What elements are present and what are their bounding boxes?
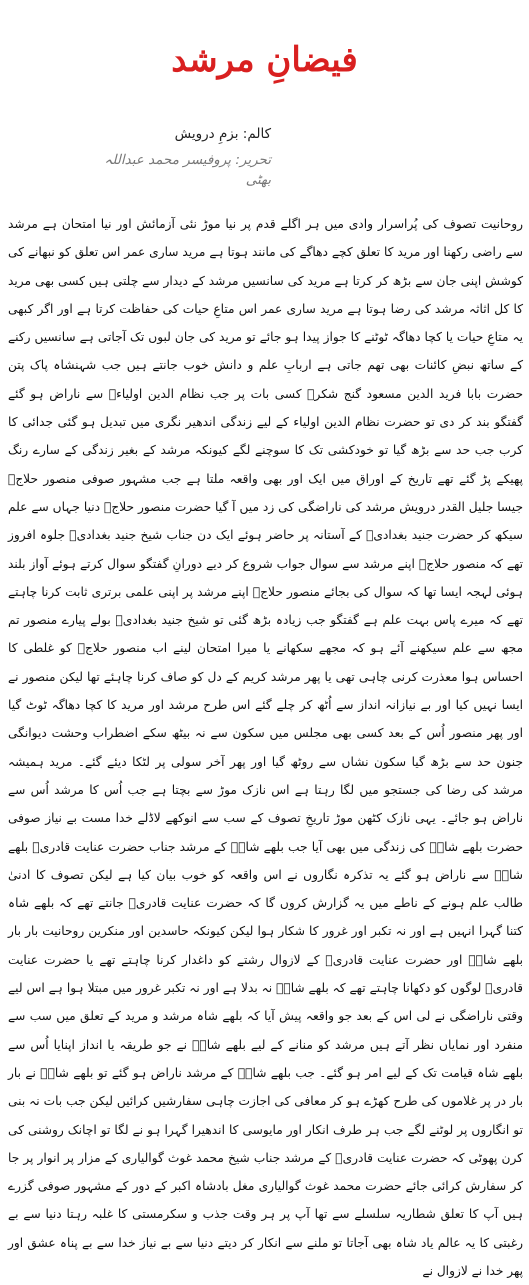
author-label: تحریر: پروفیسر محمد عبداللہ بھٹی <box>104 152 271 188</box>
column-label: کالم: بزمِ درویش <box>174 126 271 142</box>
article-body <box>8 210 523 1285</box>
article-title: فیضانِ مرشد <box>171 40 358 80</box>
body-paragraph: روحانیت تصوف کی پُراسرار وادی میں ہر اگلے قدم پر نیا موڑ نئی آزمائش اور نیا امتحان ہے مرشد سے راضی رکھنا اور مرید کا تعلق کچے دھاگے کی مانند ہوتا ہے مرید ساری عمر اس تعلق کو نبھانے کی کوشش اپنی جان سے بڑھ کر کرتا ہے مرید کی سانسیں مرشد کے دیدار سے چلتی ہیں کسی بھی مرید کا کل اثاثہ مرشد کی رضا ہوتا ہے مرید ساری عمر اس متاعِ حیات کی حفاظت کرتا ہے اور اگر کبھی یہ متاعِ حیات یا کچا دھاگہ ٹوٹنے کا جواز پیدا ہو جائے تو مرید کی جان لبوں تک آجاتی ہے سانسیں رکنے کے ساتھ نبضِ کائنات بھی تھم جاتی ہے اربابِ علم و دانش خوب جانتے ہیں جب شہنشاہ پاک پتن حضرت بابا فرید الدین مسعود گنج شکرؒ کسی بات پر جب نظام الدین اولیاءؒ سے ناراض ہو گئے گفتگو بند کر دی تو حضرت نظام الدین اولیاء کے لیے زندگی اندھیر نگری میں تبدیل ہو گئی جدائی کا کرب جب حد سے بڑھ گیا تو خودکشی تک کا سوچنے لگے کیونکہ مرشد کے بغیر زندگی کے سارے رنگ پھیکے پڑ گئے تھے تاریخ کے اوراق میں ایک اور بھی واقعہ ملتا ہے جب مشہور صوفی منصور حلاجؒ جیسا جلیل القدر درویش مرشد کی ناراضگی کی زد میں آ گیا حضرت منصور حلاجؒ دنیا جہاں سے علم سیکھ کر حضرت جنید بغدادیؒ کے آستانہ پر حاضر ہوئے ایک دن جناب شیخ جنید بغدادیؒ جلوہ افروز تھے کہ منصور حلاجؒ اپنے مرشد سے سوال جواب شروع کر دیے دورانِ گفتگو سوال کرتے ہوئے آواز بلند ہوئی لہجہ ایسا تھا کہ سوال کی بجائے منصور حلاجؒ اپنے مرشد پر اپنی علمی برتری ثابت کرنا چاہتے تھے کہ میرے پاس بہت علم ہے گفتگو جب زیادہ بڑھ گئی تو شیخ جنید بغدادیؒ بولے پیارے منصور تم مجھ سے علم سیکھنے آئے ہو کہ مجھے سکھانے یا میرا امتحان لینے اب منصور حلاجؒ کو غلطی کا احساس ہوا معذرت کرنی چاہی تھی یا پھر مرشد کریم کے دل کو صاف کرنا چاہئے تھا لیکن منصور نے ایسا نہیں کیا اور بے نیازانہ انداز سے اُٹھ کر چلے گئے اس طرح مرشد اور مرید کا کچا دھاگہ ٹوٹ گیا اور پھر منصور اُس کے بعد کسی بھی مجلس میں سکون سے نہ بیٹھ سکے اضطراب وحشت دیوانگی جنون حد سے بڑھ گیا سکون نشاں سے روٹھ گیا اور پھر آخر سولی پر لٹکا دیئے گئے۔ مرید ہمیشہ مرشد کی رضا کی جستجو میں لگا رہتا ہے اس نازک موڑ سے بچتا ہے جب اُس کا مرشد اُس سے ناراض ہو جائے۔ یہی نازک کٹھن موڑ تاریخِ تصوف کے سب سے انوکھے لاڈلے خدا مست بے نیاز صوفی حضرت بلھے شاہؒ کی زندگی میں بھی آیا جب بلھے شاہؒ کے مرشد جناب حضرت عنایت قادریؒ بلھے شاہؒ سے ناراض ہو گئے یہ تذکرہ نگاروں نے اس واقعہ کو خوب بیان کیا ہے لیکن تصوف کا ادنیٰ طالب علم ہونے کے ناطے میں یہ گزارش کروں گا کہ حضرت عنایت قادریؒ جانتے تھے کہ بلھے شاہ کتنا گہرا انہیں ہے اور نہ تکبر اور غرور کا شکار ہوا لیکن کیونکہ حاسدین اور منکرین روحانیت بار بار بلھے شاہؒ اور حضرت عنایت قادریؒ کے لازوال رشتے کو داغدار کرنا چاہتے تھے یا حضرت عنایت قادریؒ لوگوں کو دکھانا چاہتے تھے کہ بلھے شاہؒ نہ بدلا ہے اور نہ تکبر غرور میں مبتلا ہوا ہے اس لیے وقتی ناراضگی نے لی اس کے بعد جو واقعہ پیش آیا کہ بلھے شاہ مرشد و مرید کے تعلق میں سب سے منفرد اور نمایاں نظر آتے ہیں مرشد کو منانے کے لیے بلھے شاہؒ نے جو طریقہ یا انداز اپنایا اُس سے بلھے شاہ قیامت تک کے لیے امر ہو گئے۔ جب بلھے شاہؒ کے مرشد ناراض ہو گئے تو بلھے شاہؒ نے بار بار در پر غلاموں کی طرح کھڑے ہو کر معافی کی اجازت چاہی سفارشیں کرائیں لیکن جب بات نہ بنی تو انگاروں پر لوٹنے لگے جب ہر طرف انکار اور مایوسی کا اندھیرا گہرا ہو نے لگا تو اچانک روشنی کی کرن پھوٹی کہ حضرت عنایت قادریؒ کے مرشد جناب شیخ محمد غوث گوالیاری کے مزار پر انوار پر جا کر سفارش کرائی جائے حضرت محمد غوث گوالیاری مغل بادشاہ اکبر کے دور کے مشہور صوفی گزرے ہیں آپ کا تعلق شطاریہ سلسلے سے تھا آپ پر ہر وقت جذب و سکرمستی کا غلبہ رہتا دنیا سے بے رغبتی کا یہ عالم یاد شاہ بھی آجاتا تو ملنے سے انکار کر دیتے دنیا سے بے نیاز خدا سے بے پناہ عشق اور پھر خدا نے لازوال نے <box>8 217 523 1278</box>
